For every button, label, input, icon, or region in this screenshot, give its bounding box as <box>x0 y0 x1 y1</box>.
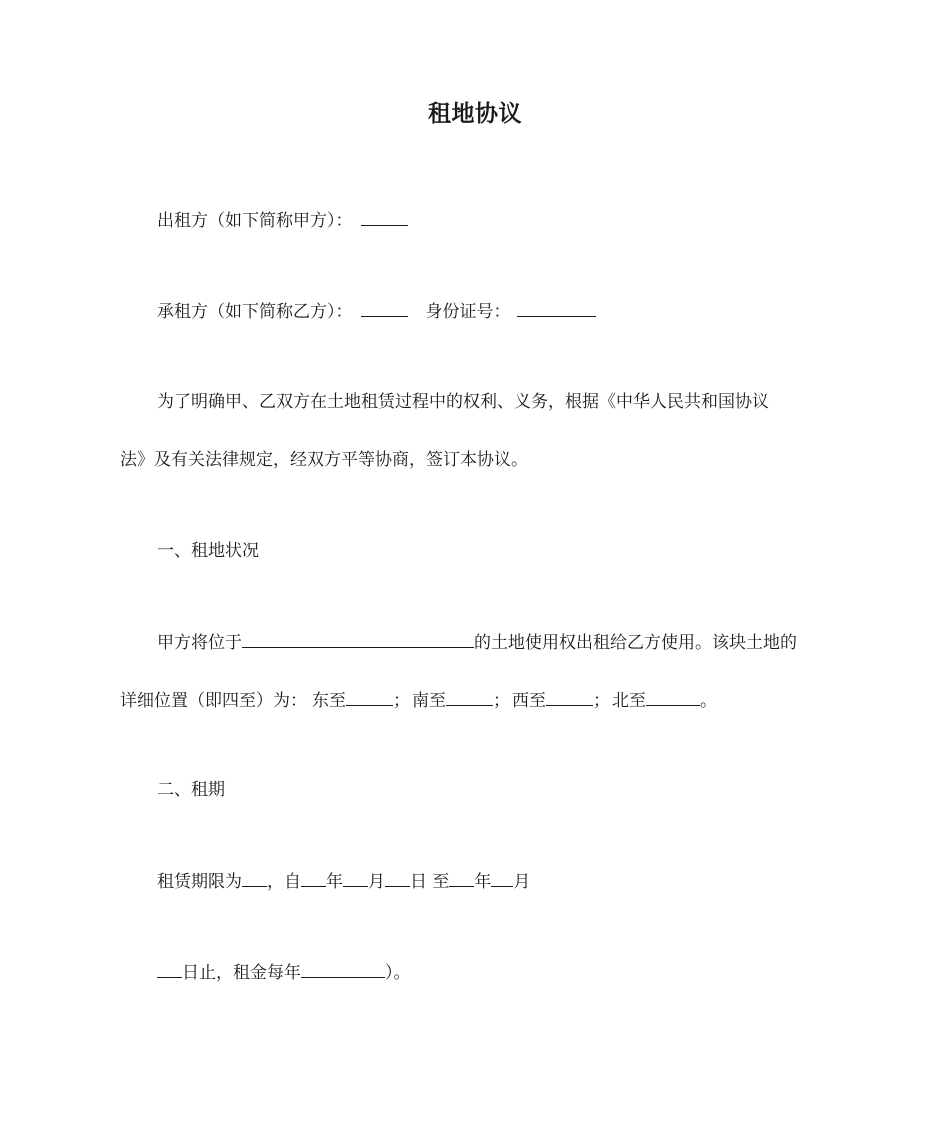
east-blank <box>346 688 393 706</box>
document-title: 租地协议 <box>428 101 522 127</box>
location-suffix: 的土地使用权出租给乙方使用。该块土地的 <box>474 633 797 653</box>
start-day-blank <box>385 869 410 887</box>
rent-blank <box>301 960 385 978</box>
north-blank <box>646 688 700 706</box>
end-month-blank <box>491 869 513 887</box>
separator: ； <box>493 691 510 711</box>
year-label: 年 <box>474 872 492 892</box>
south-blank <box>446 688 493 706</box>
period: 。 <box>700 691 717 711</box>
start-month-blank <box>343 869 368 887</box>
separator: ； <box>593 691 610 711</box>
term-line-2 <box>157 960 411 985</box>
lessor-blank <box>361 208 408 226</box>
boundary-prefix: 详细位置（即四至）为： <box>120 691 307 711</box>
term-label: 租赁期限为 <box>157 872 242 892</box>
west-label: 西至 <box>512 691 546 711</box>
day-to-label: 日 至 <box>410 872 450 892</box>
end-day-blank <box>157 960 182 978</box>
section1-line-1 <box>157 630 797 655</box>
lessor-line <box>157 208 408 233</box>
south-label: 南至 <box>412 691 446 711</box>
term-line-1 <box>157 869 530 894</box>
lessor-label: 出租方（如下简称甲方）： <box>157 211 353 231</box>
year-label: 年 <box>326 872 343 892</box>
separator: ； <box>393 691 410 711</box>
north-label: 北至 <box>612 691 646 711</box>
east-label: 东至 <box>312 691 346 711</box>
intro-line-1: 为了明确甲、乙双方在土地租赁过程中的权利、义务，根据《中华人民共和国协议 <box>157 392 769 412</box>
intro-line-2: 法》及有关法律规定，经双方平等协商，签订本协议。 <box>120 450 528 470</box>
section1-line-2 <box>120 688 717 713</box>
term-from: ，自 <box>267 872 301 892</box>
west-blank <box>546 688 593 706</box>
month-label: 月 <box>368 872 385 892</box>
lessee-blank <box>361 299 408 317</box>
rent-close: ）。 <box>385 963 411 983</box>
rent-label: 日止，租金每年 <box>182 963 301 983</box>
lessee-label: 承租方（如下简称乙方）： <box>157 302 353 322</box>
lessee-line <box>157 299 596 324</box>
term-blank <box>242 869 267 887</box>
location-prefix: 甲方将位于 <box>157 633 242 653</box>
id-label: 身份证号： <box>425 302 511 322</box>
id-blank <box>517 299 596 317</box>
end-year-blank <box>449 869 474 887</box>
section2-heading: 二、租期 <box>157 780 225 800</box>
start-year-blank <box>301 869 326 887</box>
location-blank <box>242 630 474 648</box>
section1-heading: 一、租地状况 <box>157 541 259 561</box>
month-label: 月 <box>513 872 531 892</box>
